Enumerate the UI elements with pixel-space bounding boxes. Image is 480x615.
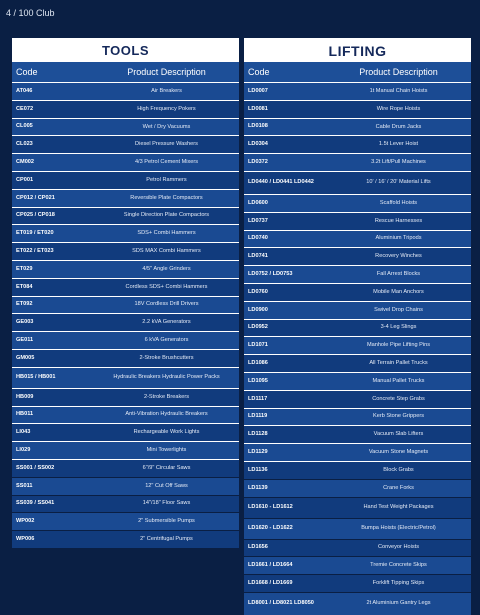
product-code: SS011: [16, 482, 33, 489]
lifting-code-header: Code: [248, 67, 270, 77]
product-code: LD1139: [248, 484, 268, 491]
product-code: LD0440 / LD0441 LD0442: [248, 179, 314, 186]
product-description: Vacuum Stone Magnets: [368, 449, 429, 456]
lifting-description-header: Product Description: [359, 67, 438, 77]
product-description: Wet / Dry Vacuums: [142, 123, 191, 130]
product-code: LD0372: [248, 158, 268, 165]
product-code: LD1095: [248, 377, 268, 384]
product-code: LD0600: [248, 199, 268, 206]
product-code: LD0741: [248, 253, 268, 260]
product-description: Air Breakers: [151, 87, 182, 94]
product-description: 14"/18" Floor Saws: [142, 500, 191, 507]
product-description: 1.5t Lever Hoist: [378, 141, 419, 148]
table-row: [244, 337, 471, 354]
table-row: [244, 444, 471, 461]
product-description: Tremie Concrete Skips: [370, 562, 427, 569]
product-description: Cordless SDS+ Combi Hammers: [125, 283, 208, 290]
table-row: [244, 498, 471, 518]
product-code: ET019 / ET020: [16, 230, 54, 237]
table-row: [244, 136, 471, 153]
table-row: [244, 593, 471, 615]
product-description: Forklift Tipping Skips: [372, 580, 425, 587]
product-description: Rechargeable Work Lights: [133, 429, 200, 436]
table-row: [12, 478, 239, 495]
product-description: Kerb Stone Grippers: [373, 413, 424, 420]
table-row: [12, 368, 239, 388]
product-description: Wire Rope Hoists: [376, 105, 421, 112]
product-code: WP006: [16, 535, 35, 542]
product-code: LD8001 / LD8021 LD8050: [248, 600, 314, 607]
product-code: LD1129: [248, 448, 268, 455]
table-row: [244, 409, 471, 426]
lifting-column-header: [244, 62, 471, 82]
lifting-title: LIFTING: [328, 43, 387, 59]
table-row: [244, 391, 471, 408]
product-description: Hand Test Weight Packages: [363, 504, 434, 511]
product-code: LD1610 - LD1612: [248, 503, 293, 510]
product-code: LD1656: [248, 544, 268, 551]
table-row: [12, 279, 239, 296]
product-description: Concrete Step Grabs: [372, 395, 425, 402]
table-row: [12, 119, 239, 136]
product-description: Single Direction Plate Compactors: [123, 212, 210, 219]
product-code: LD0304: [248, 141, 268, 148]
product-description: Recovery Winches: [375, 253, 422, 260]
product-description: Fall Arrest Blocks: [376, 271, 421, 278]
product-code: LD1620 - LD1622: [248, 524, 293, 531]
table-row: [12, 190, 239, 207]
lifting-table: [244, 82, 471, 615]
table-row: [244, 266, 471, 283]
product-description: Mini Towerlights: [146, 447, 187, 454]
table-row: [12, 243, 239, 260]
product-description: Reversible Plate Compactors: [130, 194, 203, 201]
product-code: ET029: [16, 265, 33, 272]
product-code: ET092: [16, 301, 33, 308]
tools-title: TOOLS: [101, 43, 150, 58]
table-row: [12, 208, 239, 225]
table-row: [244, 302, 471, 319]
table-row: [12, 154, 239, 171]
table-row: [12, 531, 239, 548]
table-row: [12, 297, 239, 314]
product-code: LD0108: [248, 123, 268, 130]
table-row: [244, 213, 471, 230]
product-code: GM005: [16, 354, 35, 361]
product-code: ET022 / ET023: [16, 247, 54, 254]
product-code: LD0740: [248, 235, 268, 242]
product-description: 2-Stroke Breakers: [143, 393, 190, 400]
product-description: 3.2t Lift/Pull Machines: [371, 159, 426, 166]
product-description: 4/3 Petrol Cement Mixers: [134, 159, 199, 166]
product-code: LD1128: [248, 431, 268, 438]
table-row: [12, 513, 239, 530]
product-code: GE011: [16, 336, 34, 343]
product-code: CP025 / CP018: [16, 212, 55, 219]
product-code: AT046: [16, 87, 33, 94]
table-row: [244, 519, 471, 539]
tools-panel: [12, 38, 239, 543]
table-row: [12, 442, 239, 459]
tools-code-header: Code: [16, 67, 38, 77]
product-code: GE003: [16, 319, 34, 326]
product-code: WP002: [16, 518, 35, 525]
table-row: [12, 460, 239, 477]
tools-description-header: Product Description: [127, 67, 206, 77]
tools-column-header: [12, 62, 239, 82]
table-row: [244, 119, 471, 136]
product-code: CE072: [16, 105, 34, 112]
product-code: LD1136: [248, 466, 268, 473]
product-code: LD1071: [248, 342, 268, 349]
product-code: CM002: [16, 158, 35, 165]
table-row: [12, 332, 239, 349]
product-code: ET084: [16, 283, 33, 290]
product-description: Cable Drum Jacks: [375, 123, 422, 130]
table-row: [244, 231, 471, 248]
product-code: LD0737: [248, 217, 268, 224]
table-row: [244, 172, 471, 194]
table-row: [244, 154, 471, 171]
product-description: 1t Manual Chain Hoists: [369, 87, 428, 94]
product-description: Crane Forks: [383, 484, 414, 491]
product-description: 18V Cordless Drill Drivers: [134, 301, 199, 308]
product-code: LD1117: [248, 395, 268, 402]
product-code: LD0952: [248, 324, 268, 331]
product-code: SS001 / SS002: [16, 464, 55, 471]
page-label: 4 / 100 Club: [6, 8, 55, 18]
table-row: [244, 426, 471, 443]
product-description: Manual Pallet Trucks: [372, 377, 425, 384]
table-row: [12, 101, 239, 118]
product-description: Rescue Harnesses: [374, 217, 423, 224]
table-row: [244, 320, 471, 337]
product-description: Diesel Pressure Washers: [135, 141, 198, 148]
product-description: Aluminium Tripods: [375, 235, 422, 242]
product-description: Anti-Vibration Hydraulic Breakers: [125, 411, 208, 418]
table-row: [12, 424, 239, 441]
table-row: [244, 248, 471, 265]
table-row: [244, 480, 471, 497]
product-code: CP012 / CP021: [16, 194, 55, 201]
product-description: SDS MAX Combi Hammers: [132, 248, 201, 255]
product-description: Block Grabs: [383, 466, 414, 473]
product-code: LD1086: [248, 359, 268, 366]
product-code: HB009: [16, 393, 34, 400]
table-row: [12, 314, 239, 331]
product-code: LD0900: [248, 306, 268, 313]
product-description: 10' / 16' / 20' Material Lifts: [366, 179, 431, 186]
product-description: 3-4 Leg Slings: [380, 324, 417, 331]
product-description: 4/5" Angle Grinders: [142, 265, 191, 272]
product-description: 2t Aluminium Gantry Legs: [366, 600, 431, 607]
product-code: LD1661 / LD1664: [248, 562, 293, 569]
product-description: SDS+ Combi Hammers: [137, 230, 196, 237]
table-row: [244, 575, 471, 592]
table-row: [244, 195, 471, 212]
product-code: LD0752 / LD0753: [248, 270, 293, 277]
product-code: LD0081: [248, 105, 268, 112]
product-code: LI029: [16, 446, 31, 453]
product-description: 6 kVA Generators: [144, 337, 189, 344]
table-row: [12, 83, 239, 100]
product-description: 2-Stroke Brushcutters: [139, 354, 194, 361]
table-row: [244, 101, 471, 118]
table-row: [244, 557, 471, 574]
tools-table: [12, 82, 239, 548]
table-row: [12, 172, 239, 189]
product-code: HB015 / HB001: [16, 374, 56, 381]
product-code: LI043: [16, 429, 31, 436]
table-row: [12, 350, 239, 367]
product-code: LD0007: [248, 87, 268, 94]
table-row: [12, 261, 239, 278]
table-row: [244, 284, 471, 301]
table-row: [244, 462, 471, 479]
product-description: Mobile Man Anchors: [373, 288, 424, 295]
product-code: HB011: [16, 411, 34, 418]
product-code: SS039 / SS041: [16, 500, 55, 507]
product-description: 2.2 kVA Generators: [142, 319, 191, 326]
table-row: [244, 355, 471, 372]
product-description: Manhole Pipe Lifting Pins: [366, 342, 431, 349]
table-row: [244, 540, 471, 557]
product-description: Scaffold Hoists: [379, 199, 418, 206]
product-code: LD1668 / LD1669: [248, 579, 293, 586]
table-row: [244, 373, 471, 390]
product-code: CP001: [16, 176, 34, 183]
product-code: CL005: [16, 123, 33, 130]
product-description: Hydraulic Breakers Hydraulic Power Packs: [113, 374, 220, 381]
table-row: [12, 407, 239, 424]
product-description: 2" Submersible Pumps: [138, 518, 195, 525]
table-row: [244, 83, 471, 100]
table-row: [12, 136, 239, 153]
lifting-panel: [244, 38, 471, 607]
product-description: Petrol Rammers: [146, 176, 187, 183]
product-description: 12" Cut Off Saws: [145, 482, 188, 489]
table-row: [12, 225, 239, 242]
table-row: [12, 496, 239, 513]
product-description: High Frequency Pokers: [137, 105, 196, 112]
product-description: 6"/9" Circular Saws: [142, 464, 191, 471]
product-description: Vacuum Slab Lifters: [373, 431, 424, 438]
product-code: LD1119: [248, 413, 268, 420]
product-description: All Terrain Pallet Trucks: [369, 360, 428, 367]
product-code: LD0760: [248, 288, 268, 295]
product-description: Bumpa Hoists (Electric/Petrol): [361, 525, 436, 532]
table-row: [12, 389, 239, 406]
product-description: Swivel Drop Chains: [374, 306, 423, 313]
product-code: CL023: [16, 141, 33, 148]
product-description: 2" Centrifugal Pumps: [140, 536, 193, 543]
product-description: Conveyor Hoists: [377, 544, 420, 551]
